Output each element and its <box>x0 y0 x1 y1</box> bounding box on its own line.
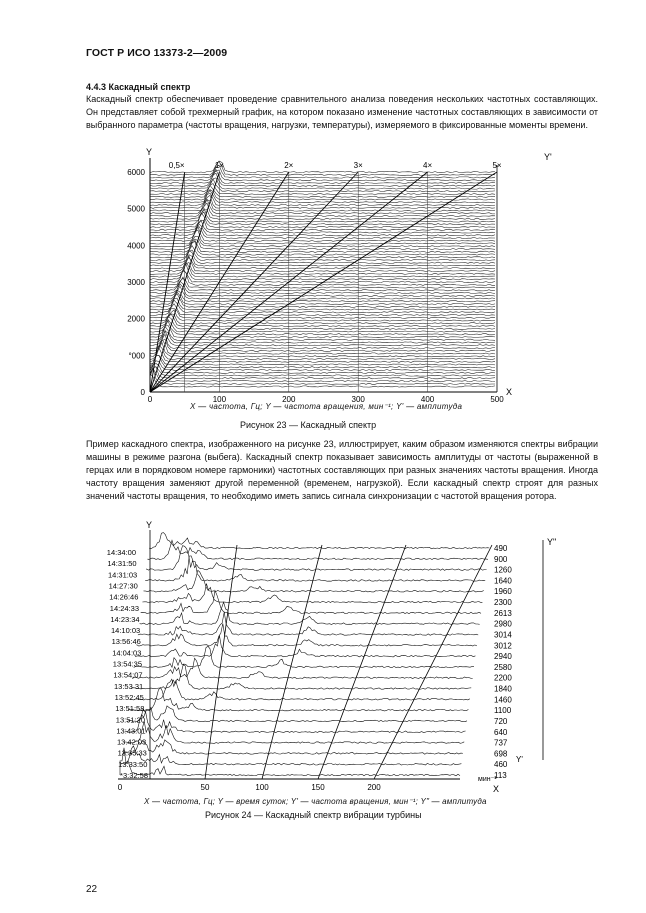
fig24-speed-label: 113 <box>494 771 507 780</box>
fig23-x-tick: 400 <box>420 395 435 404</box>
fig24-x-tick: 200 <box>367 783 381 792</box>
fig23-order-label: 4× <box>423 161 433 170</box>
fig24-time-label: 14:31:50 <box>107 559 137 569</box>
fig24-speed-label: 900 <box>494 554 508 564</box>
fig24-trace <box>121 746 461 765</box>
fig23-x-tick: 0 <box>147 395 153 404</box>
fig23-y2-label: Y' <box>544 152 552 162</box>
fig24-x-tick: 50 <box>200 783 210 792</box>
fig24-trace <box>135 635 475 657</box>
fig24-trace <box>117 748 460 776</box>
section-title: 4.4.3 Каскадный спектр <box>86 82 191 92</box>
fig23-x-tick: 300 <box>351 395 365 404</box>
fig24-speed-label: 640 <box>494 727 508 737</box>
fig24-speed-label: 2613 <box>494 608 512 618</box>
fig24-y2-label: Y" <box>547 537 557 547</box>
fig24-time-label: 13:54:07 <box>113 670 143 680</box>
fig23-y-tick: 0 <box>140 388 145 397</box>
fig24-speed-label: 1960 <box>494 587 512 597</box>
fig24-y-label: Y <box>146 520 153 530</box>
fig24-x-ticks <box>118 783 381 792</box>
fig23-y-tick: 4000 <box>127 241 145 251</box>
fig24-time-label: 13:33:50 <box>118 759 148 769</box>
fig24-trace <box>144 570 484 592</box>
fig23-x-tick: 200 <box>282 395 296 404</box>
paragraph-1: Каскадный спектр обеспечивает проведение сравнительного анализа поведения нескольких частотных составляющих. Он представляет собой трехмерный график, на котором показано изменение частотных составляющих в зависимости от выбранного параметра (частоты вращения, нагрузки, температуры), измеряемого в фиксированные моменты времени. <box>86 94 598 130</box>
fig24-time-label: 14:04:03 <box>112 648 142 658</box>
fig24-time-label: *3:32:58 <box>120 771 148 780</box>
fig24-time-label: 13:43:01 <box>116 726 146 736</box>
fig24-speed-label: 2580 <box>494 662 512 672</box>
fig24-trace <box>123 740 463 754</box>
fig23-y-label: Y <box>146 147 153 157</box>
fig24-speed-label: 1640 <box>494 576 512 586</box>
fig24-time-label: 13:54:35 <box>112 659 142 669</box>
fig24-speed-label: 490 <box>494 544 508 553</box>
fig24-speed-labels <box>494 544 512 780</box>
fig23-x-label: X <box>506 387 513 397</box>
fig24-time-label: 13:51:58 <box>115 704 145 714</box>
fig24-speed-label: 1100 <box>494 706 512 716</box>
fig24-trace <box>138 612 478 635</box>
fig24-x-tick: 0 <box>117 783 123 792</box>
fig24-speed-label: 698 <box>494 749 508 759</box>
fig23-order-label: 1× <box>214 161 224 170</box>
fig24-time-label: 14:24:33 <box>109 603 139 613</box>
fig24-speed-label: 2940 <box>494 652 512 662</box>
fig23-y-tick: 3000 <box>127 278 145 287</box>
fig24-x-label: X <box>493 784 500 794</box>
fig24-speed-label: 2300 <box>494 598 512 608</box>
fig23-order-label: 5× <box>492 161 502 170</box>
fig23-x-tick: 500 <box>490 395 504 404</box>
fig23-order-label: 2× <box>284 161 294 170</box>
fig24-time-label: 13:52:45 <box>114 692 144 702</box>
fig24-x-tick: 150 <box>311 783 325 792</box>
fig24-trace <box>137 624 477 647</box>
fig23-caption: Рисунок 23 — Каскадный спектр <box>240 420 377 430</box>
fig24-x-tick: 100 <box>255 783 269 792</box>
fig24-time-label: 14:34:00 <box>106 548 136 557</box>
fig24-time-label: 13:35:33 <box>117 748 147 758</box>
fig24-trace <box>142 584 482 603</box>
page-number: 22 <box>86 884 98 895</box>
fig24-legend: X — частота, Гц; Y — время суток; Y' — частота вращения, мин⁻¹; Y" — амплитуда <box>144 797 487 806</box>
fig23-y-tick: °000 <box>128 351 145 361</box>
fig24-speed-unit: мин⁻¹ <box>478 776 497 783</box>
fig24-speed-label: 737 <box>494 738 508 748</box>
paragraph-2: Пример каскадного спектра, изображенного на рисунке 23, иллюстрирует, каким образом изменяются спектры вибрации машины в режиме разгона (выбега). Каскадный спектр показывает зависимость амплитуды от частоты (выраженной в герцах или в порядковом номере гармоники) частотных составляющих при разных значениях частоты вращения. Иногда частоту вращения заменяют другой переменной (временем, нагрузкой). Если каскадный спектр строят для разных значений частоты вращения, то необходимо иметь запись сигнала синхронизации с частотой вращения ротора. <box>86 439 598 501</box>
fig24-spectrum-traces <box>117 533 492 779</box>
fig24-time-label: 14:10:03 <box>110 626 141 636</box>
fig23-order-label: 0,5× <box>168 161 185 170</box>
fig24-speed-label: 1260 <box>494 565 512 575</box>
fig24-time-label: 13:56:46 <box>111 637 141 647</box>
fig24-y1-label: Y' <box>516 755 523 764</box>
fig24-time-label: 14:27:30 <box>108 581 138 591</box>
document-header: ГОСТ Р ИСО 13373-2—2009 <box>86 47 228 59</box>
fig24-speed-label: 460 <box>494 760 508 770</box>
fig23-y-tick: 6000 <box>127 168 145 177</box>
fig24-time-label: 14:26:46 <box>109 592 139 602</box>
fig24-speed-label: 2200 <box>494 673 512 683</box>
fig24-time-labels <box>107 548 148 780</box>
fig24-trace <box>149 533 489 549</box>
fig24-trace <box>131 665 471 690</box>
fig23-order-label: 3× <box>353 161 363 170</box>
fig24-time-label: 13:53 31 <box>113 681 144 691</box>
fig24-trace <box>148 540 488 559</box>
fig24-time-label: 13.42:03 <box>116 737 147 747</box>
fig23-legend: X — частота, Гц; Y — частота вращения, мин⁻¹; Y' — амплитуда <box>190 402 463 411</box>
fig23-x-tick: 100 <box>212 395 227 404</box>
fig24-time-label: 13:51:20 <box>115 715 145 725</box>
fig23-y-tick: 5000 <box>127 204 145 214</box>
fig24-trace <box>134 646 474 667</box>
fig24-time-label: 14:31:03 <box>107 570 138 580</box>
fig24-speed-label: 1460 <box>494 695 512 705</box>
fig23-y-tick: 2000 <box>127 314 145 324</box>
fig24-time-label: 14:23:34 <box>110 614 140 624</box>
fig24-caption: Рисунок 24 — Каскадный спектр вибрации турбины <box>205 810 422 820</box>
fig24-speed-label: 720 <box>494 716 508 726</box>
fig24-trace <box>126 712 466 733</box>
fig24-speed-label: 3012 <box>494 641 512 651</box>
fig24-speed-label: 2980 <box>494 619 512 629</box>
fig24-trace <box>133 658 473 678</box>
fig24-speed-label: 1840 <box>494 684 512 694</box>
fig24-speed-label: 3014 <box>494 630 512 640</box>
